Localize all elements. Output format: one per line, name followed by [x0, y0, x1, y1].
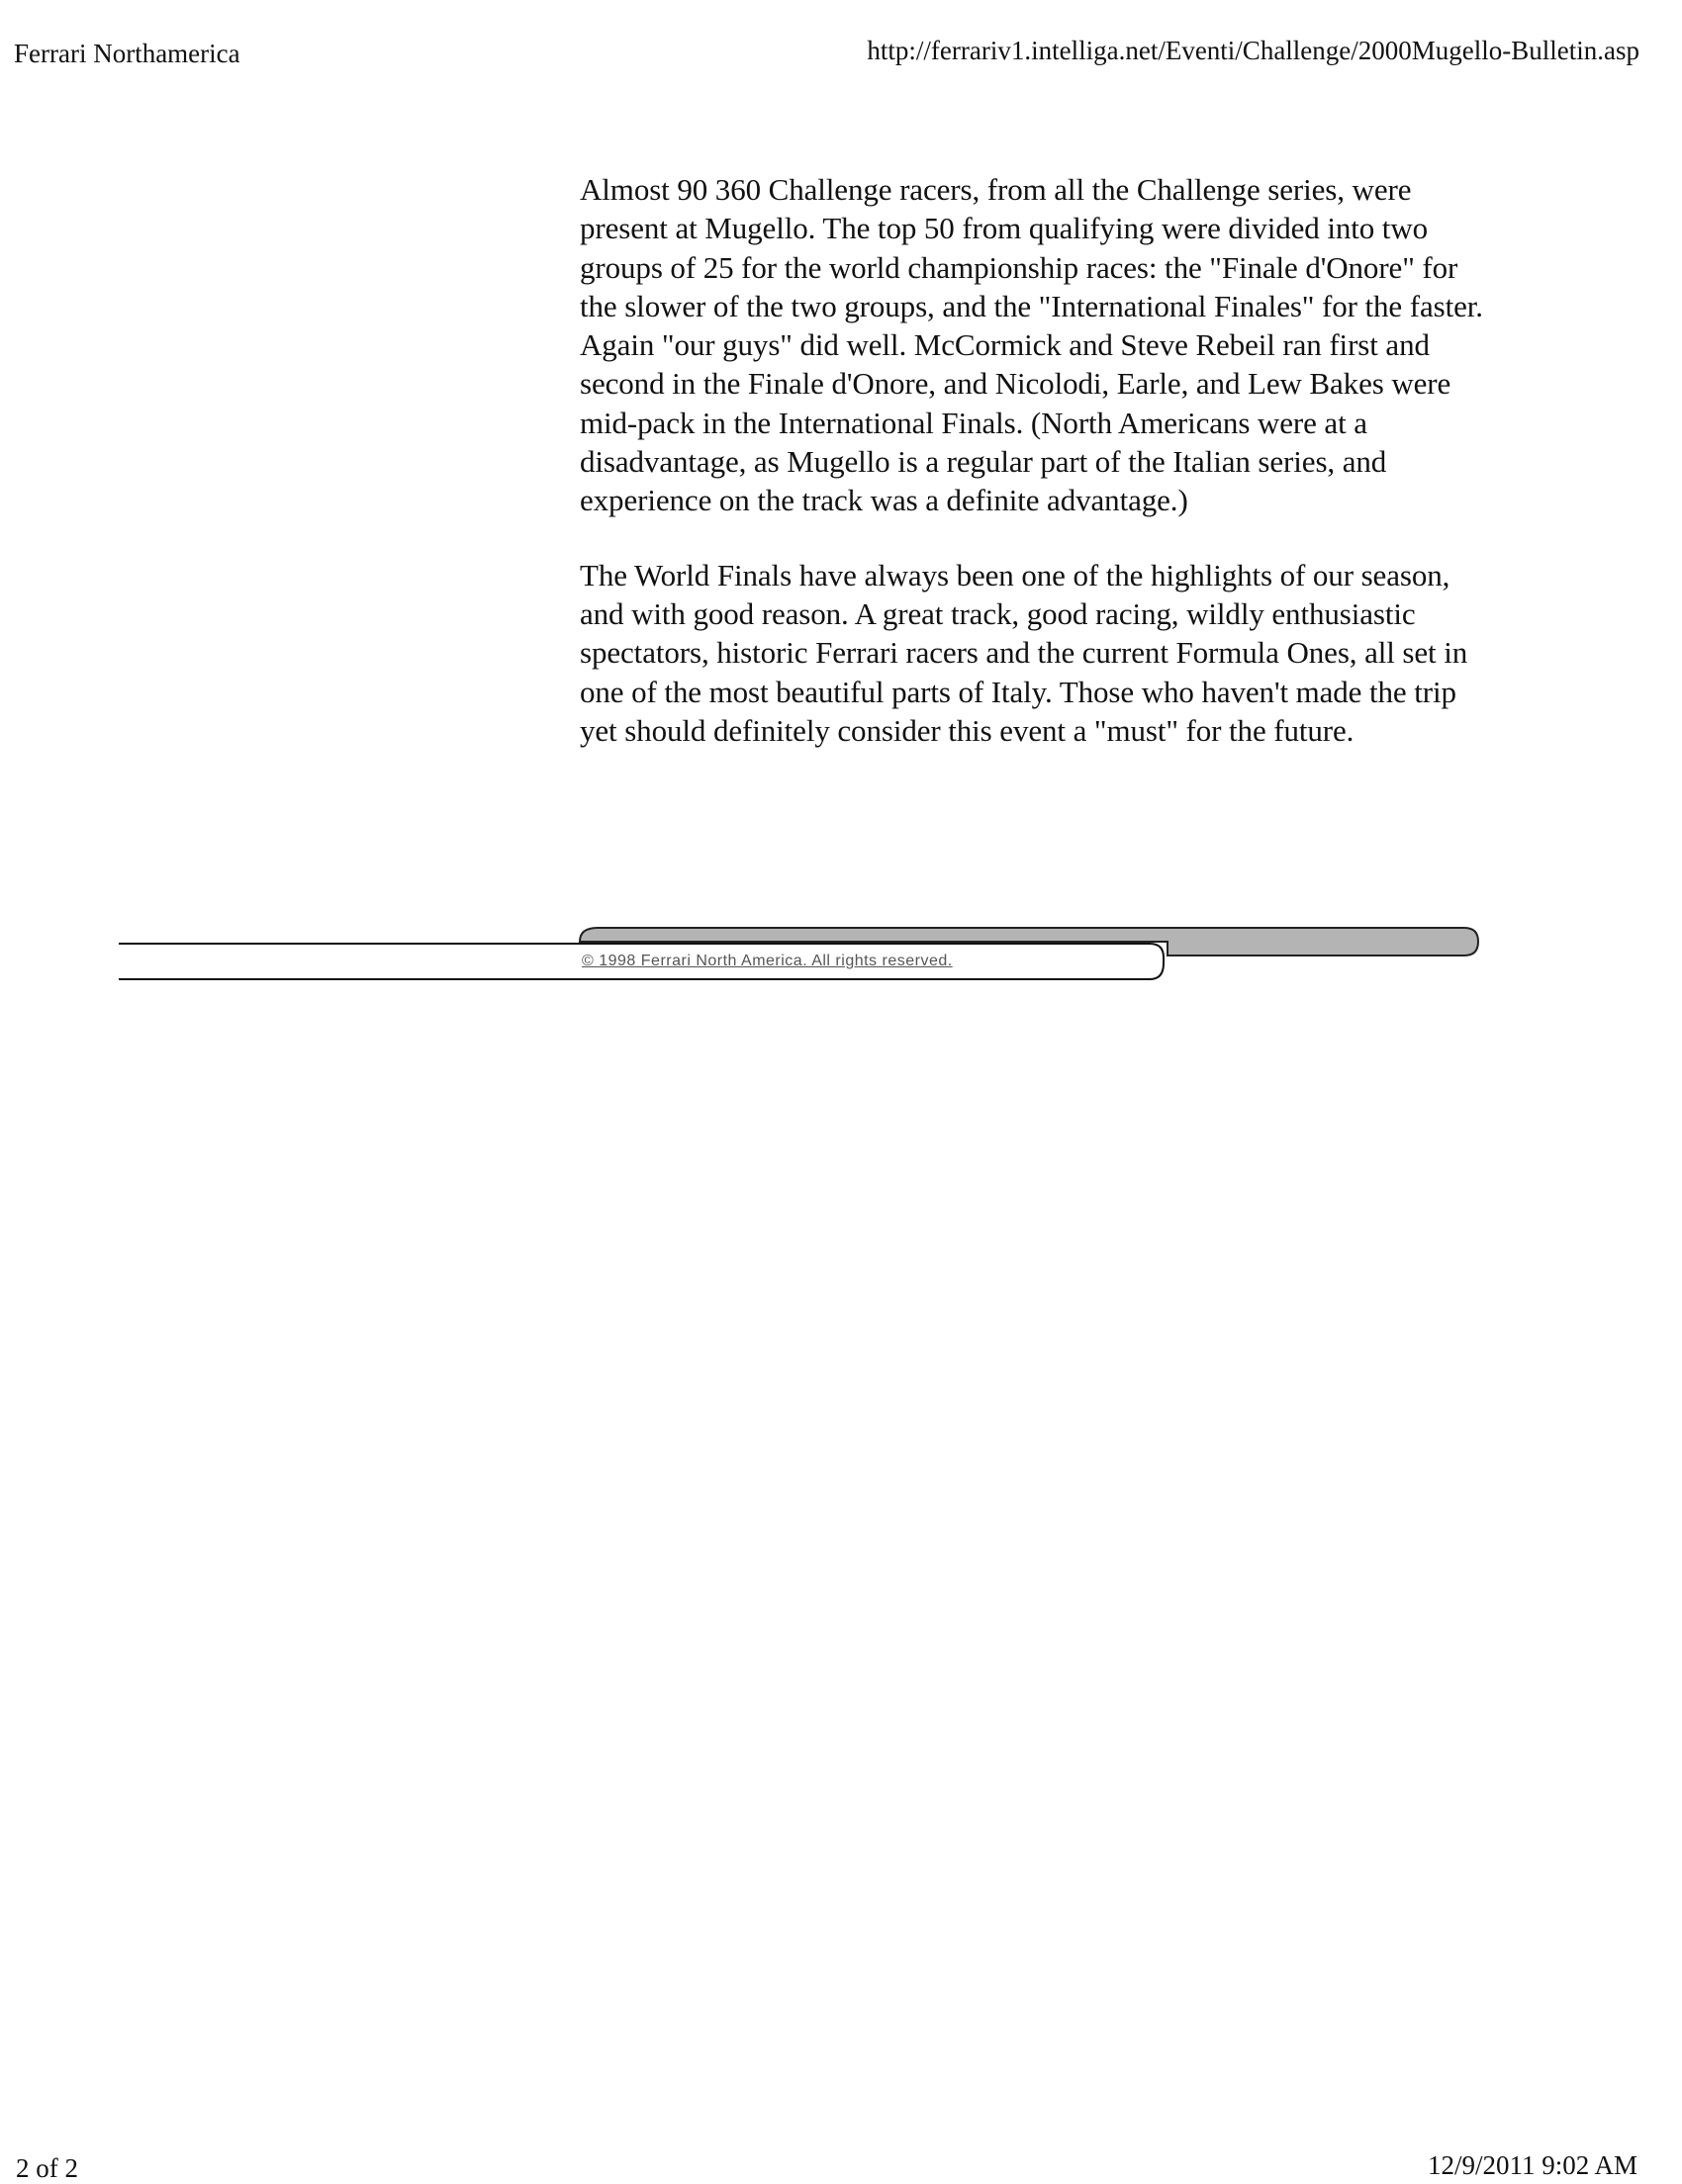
print-header-url: http://ferrariv1.intelliga.net/Eventi/Challenge/2000Mugello-Bulletin.asp: [867, 36, 1639, 65]
print-header-title: Ferrari Northamerica: [14, 39, 240, 68]
print-footer-timestamp: 12/9/2011 9:02 AM: [1427, 2150, 1637, 2180]
print-footer-page: 2 of 2: [16, 2153, 78, 2183]
article-paragraph-2: The World Finals have always been one of the highlights of our season, and with good reason. A great track, good racing, wildly enthusiastic spectators, historic Ferrari racers and the current Formula Ones, all set in one of the most beautiful parts of Italy. Those who haven't made the trip yet should definitely consider this event a "must" for the future.: [580, 557, 1468, 748]
copyright-link[interactable]: © 1998 Ferrari North America. All rights reserved.: [582, 953, 953, 969]
article-body: [580, 170, 1500, 785]
article-paragraph-1: Almost 90 360 Challenge racers, from all the Challenge series, were present at Mugello. The top 50 from qualifying were divided into two groups of 25 for the world championship races: the "Finale d'Onore" for the slower of the two groups, and the "International Finales" for the faster. Again "our guys" did well. McCormick and Steve Rebeil ran first and second in the Finale d'Onore, and Nicolodi, Earle, and Lew Bakes were mid-pack in the International Finals. (North Americans were at a disadvantage, as Mugello is a regular part of the Italian series, and experience on the track was a definite advantage.): [580, 172, 1483, 518]
